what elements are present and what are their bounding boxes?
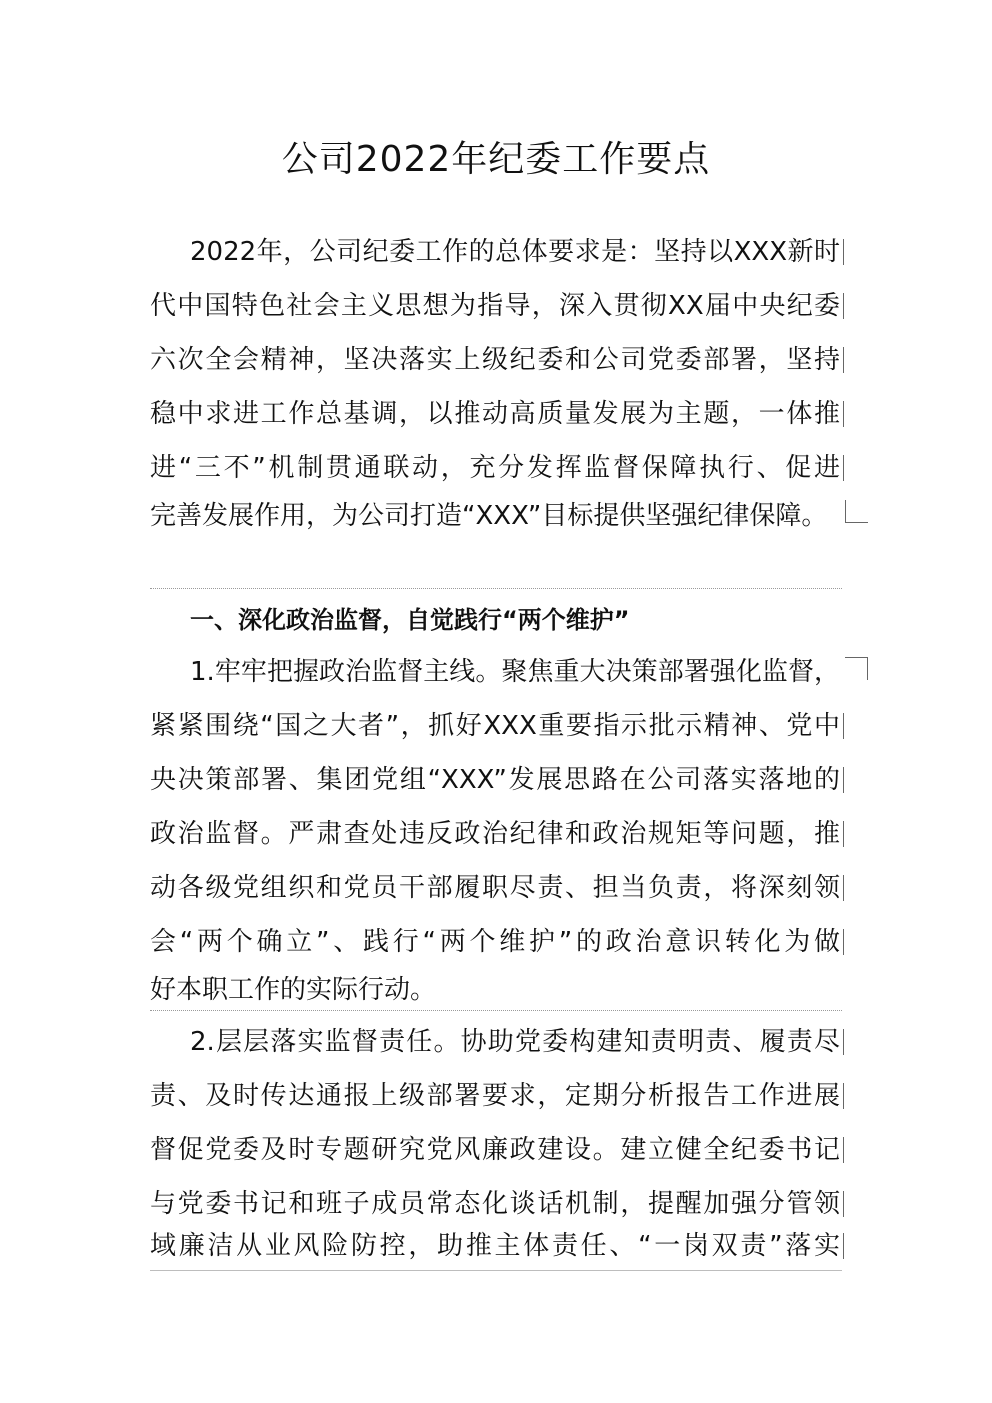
line-end-marker: [843, 347, 844, 373]
line-end-marker: [843, 767, 844, 793]
line-end-marker: [843, 239, 844, 265]
intro-line-1: 2022年，公司纪委工作的总体要求是：坚持以XXX新时: [190, 237, 840, 267]
line-end-marker: [843, 1083, 844, 1109]
item1-line-4: 政治监督。严肃查处违反政治纪律和政治规矩等问题，推: [150, 819, 840, 849]
item1-line-1: 1.牢牢把握政治监督主线。聚焦重大决策部署强化监督，: [190, 657, 840, 687]
item1-line-5: 动各级党组织和党员干部履职尽责、担当负责，将深刻领: [150, 873, 840, 903]
line-end-marker: [843, 1137, 844, 1163]
item1-line-3: 央决策部署、集团党组“XXX”发展思路在公司落实落地的: [150, 765, 840, 795]
item2-line-2: 责、及时传达通报上级部署要求，定期分析报告工作进展: [150, 1081, 840, 1111]
intro-line-3: 六次全会精神，坚决落实上级纪委和公司党委部署，坚持: [150, 345, 840, 375]
intro-line-6: 完善发展作用，为公司打造“XXX”目标提供坚强纪律保障。: [150, 501, 828, 531]
item2-line-3: 督促党委及时专题研究党风廉政建设。建立健全纪委书记: [150, 1135, 840, 1165]
item1-line-2: 紧紧围绕“国之大者”，抓好XXX重要指示批示精神、党中: [150, 711, 840, 741]
intro-line-4: 稳中求进工作总基调，以推动高质量发展为主题，一体推: [150, 399, 840, 429]
line-end-marker: [843, 821, 844, 847]
intro-line-2: 代中国特色社会主义思想为指导，深入贯彻XX届中央纪委: [150, 291, 840, 321]
item2-line-5: 域廉洁从业风险防控，助推主体责任、“一岗双责”落实: [150, 1231, 840, 1261]
line-end-marker: [843, 1029, 844, 1055]
item1-line-6: 会“两个确立”、践行“两个维护”的政治意识转化为做: [150, 927, 840, 957]
item2-line-1: 2.层层落实监督责任。协助党委构建知责明责、履责尽: [190, 1027, 840, 1057]
document-title: 公司2022年纪委工作要点: [281, 139, 711, 180]
section-separator: [150, 588, 842, 589]
line-end-marker: [843, 1191, 844, 1217]
line-end-marker: [843, 455, 844, 481]
line-end-marker: [843, 875, 844, 901]
item1-line-7: 好本职工作的实际行动。: [150, 975, 437, 1005]
line-end-marker: [843, 401, 844, 427]
line-end-marker: [843, 713, 844, 739]
line-end-marker: [843, 1233, 844, 1259]
line-end-marker: [843, 929, 844, 955]
paragraph-separator: [150, 1010, 842, 1011]
paragraph-start-marker: [845, 657, 868, 680]
paragraph-end-marker: [845, 500, 868, 523]
section-heading: 一、深化政治监督，自觉践行“两个维护”: [190, 606, 630, 634]
item2-line-4: 与党委书记和班子成员常态化谈话机制，提醒加强分管领: [150, 1189, 840, 1219]
page-bottom-rule: [150, 1270, 842, 1271]
intro-line-5: 进“三不”机制贯通联动，充分发挥监督保障执行、促进: [150, 453, 840, 483]
line-end-marker: [843, 293, 844, 319]
